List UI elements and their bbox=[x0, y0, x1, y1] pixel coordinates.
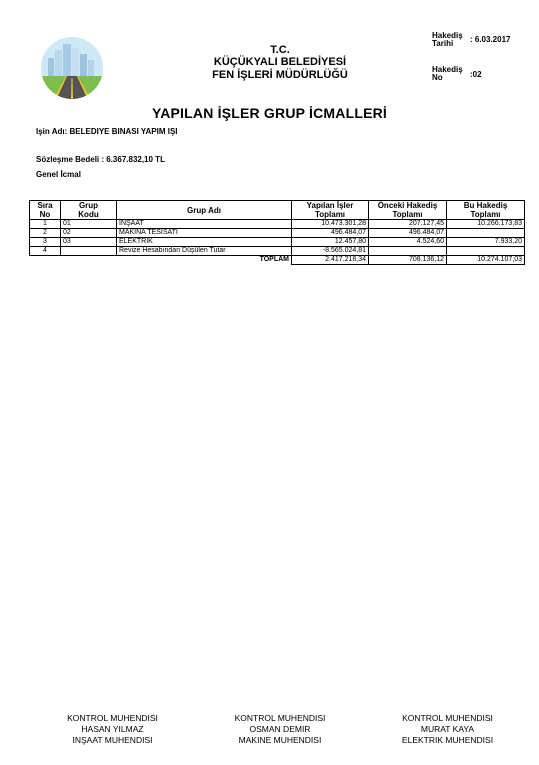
total-label: TOPLAM bbox=[117, 256, 292, 265]
table-row: 3 03 ELEKTRIK 12.457,80 4.524,60 7.933,20 bbox=[30, 238, 525, 247]
header-line-department: FEN İŞLERİ MÜDÜRLÜĞÜ bbox=[212, 69, 348, 81]
institution-header bbox=[195, 44, 365, 82]
signature-electrical-engineer: KONTROL MUHENDISI MURAT KAYA ELEKTRIK MUHENDISI bbox=[401, 713, 494, 745]
col-header-previous-payment: Önceki Hakediş Toplamı bbox=[369, 201, 447, 220]
group-summary-table bbox=[29, 200, 525, 265]
date-label: Hakediş Tarihi bbox=[432, 31, 463, 48]
header-line-tc: T.C. bbox=[270, 44, 290, 56]
payment-no-label: Hakediş No bbox=[432, 65, 463, 82]
document-title: YAPILAN İŞLER GRUP İCMALLERİ bbox=[151, 105, 388, 121]
summary-label: Genel İcmal bbox=[36, 170, 81, 179]
signature-block bbox=[30, 713, 530, 746]
table-row: 1 01 İNŞAAT 10.473.301,28 207.127,45 10.266.173,83 bbox=[30, 220, 525, 229]
col-header-code: Grup Kodu bbox=[61, 201, 117, 220]
total-previous: 708.136,12 bbox=[369, 256, 447, 265]
table-row: 2 02 MAKINA TESISATI 496.484,07 496.484,07 bbox=[30, 229, 525, 238]
table-total-row bbox=[30, 256, 525, 265]
signature-civil-engineer: KONTROL MUHENDISI HASAN YILMAZ INŞAAT MUHENDISI bbox=[67, 713, 158, 745]
signature-mechanical-engineer: KONTROL MUHENDISI OSMAN DEMIR MAKINE MUHENDISI bbox=[234, 713, 326, 745]
table-header-row bbox=[30, 201, 525, 220]
contract-amount: Sözleşme Bedeli : 6.367.832,10 TL bbox=[36, 155, 165, 164]
total-work: 2.417.218,34 bbox=[292, 256, 369, 265]
header-line-municipality: KÜÇÜKYALI BELEDİYESİ bbox=[213, 56, 347, 68]
date-value: : 6.03.2017 bbox=[470, 35, 511, 44]
col-header-name: Grup Adı bbox=[117, 201, 292, 220]
col-header-no: Sıra No bbox=[30, 201, 61, 220]
total-current: 10.274.107,03 bbox=[447, 256, 525, 265]
table-row: 4 Revize Hesabından Düşülen Tutar -8.565.024,81 bbox=[30, 247, 525, 256]
col-header-current-payment: Bu Hakediş Toplamı bbox=[447, 201, 525, 220]
job-name: Işin Adı: BELEDIYE BINASI YAPIM IŞI bbox=[36, 127, 178, 136]
col-header-total-work: Yapılan İşler Toplamı bbox=[292, 201, 369, 220]
payment-no-value: :02 bbox=[470, 70, 482, 79]
municipality-logo bbox=[40, 36, 104, 100]
